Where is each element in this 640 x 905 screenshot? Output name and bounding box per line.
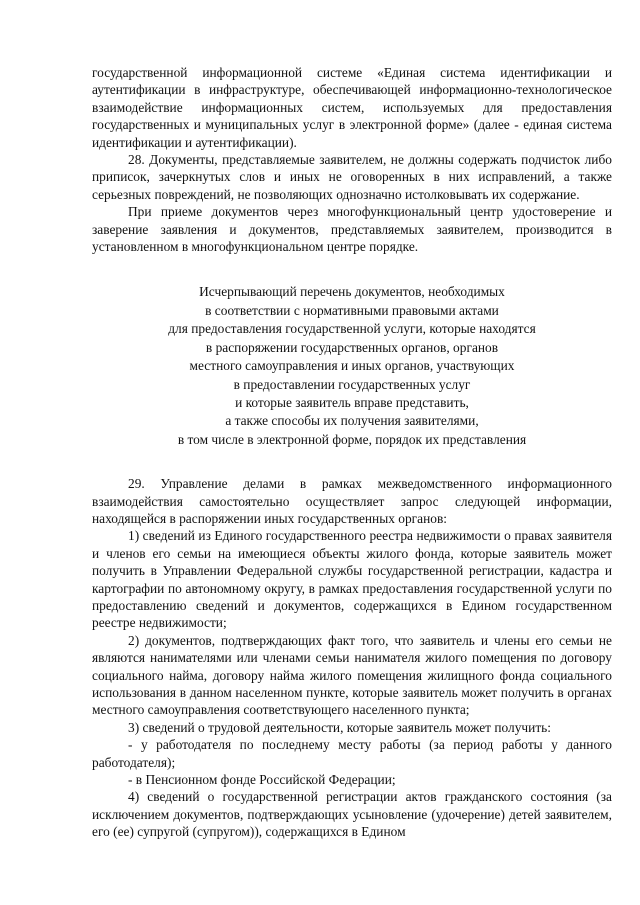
paragraph-continuation-esia: государственной информационной системе «Единая система идентификации и аутентификации в инфраструктуре, обеспечивающей информационно-технологическое взаимодействие информационных систем, используемых для предоставления государственных и муниципальных услуг в электронной форме» (далее - единая система идентификации и аутентификации). [92, 65, 612, 150]
list-item-2: 2) документов, подтверждающих факт того, что заявитель и члены его семьи не являются нанимателями или членами семьи нанимателя жилого помещения по договору социального найма, договору найма жилого помещения жилищного фонда социального использования в данном населенном пункте, которые заявитель может получить в органах местного самоуправления соответствующего населенного пункта; [92, 632, 612, 718]
list-item-4: 4) сведений о государственной регистрации актов гражданского состояния (за исключением документов, подтверждающих усыновление (удочерение) детей заявителем, его (ее) супругой (супругом)), содержащихся в Едином [92, 789, 612, 840]
heading-line: местного самоуправления и иных органов, участвующих [189, 358, 515, 374]
heading-line: а также способы их получения заявителями, [225, 413, 479, 429]
heading-line: и которые заявитель вправе представить, [235, 394, 469, 410]
heading-line: Исчерпывающий перечень документов, необходимых [199, 284, 505, 300]
heading-line: для предоставления государственной услуги, которые находятся [168, 321, 536, 337]
list-item-1: 1) сведений из Единого государственного реестра недвижимости о правах заявителя и членов его семьи на имеющиеся объекты жилого фонда, которые заявитель может получить в Управлении Федеральной службы государственной регистрации, кадастра и картографии по автономному округу, в рамках предоставления государственной услуги по предоставлению сведений и документов, содержащихся в Едином государственном реестре недвижимости; [92, 528, 612, 631]
heading-line: в распоряжении государственных органов, органов [205, 339, 499, 355]
list-subitem-pension-fund: - в Пенсионном фонде Российской Федерации; [128, 772, 396, 788]
section-heading [92, 283, 612, 449]
paragraph-28: 28. Документы, представляемые заявителем, не должны содержать подчисток либо приписок, зачеркнутых слов и иных не оговоренных в них исправлений, а также серьезных повреждений, не позволяющих однозначно истолковывать их содержание. [92, 152, 612, 202]
list-subitem-employer: - у работодателя по последнему месту работы (за период работы у данного работодателя); [92, 737, 612, 770]
heading-line: в том числе в электронной форме, порядок их представления [177, 431, 527, 447]
heading-line: в предоставлении государственных услуг [233, 376, 471, 392]
list-item-3: 3) сведений о трудовой деятельности, которые заявитель может получить: [128, 719, 551, 735]
paragraph-mfc-certification: При приеме документов через многофункциональный центр удостоверение и заверение заявления и документов, представляемых заявителем, производится в установленном в многофункциональном центре порядке. [92, 204, 612, 255]
heading-line: в соответствии с нормативными правовыми актами [205, 302, 499, 318]
paragraph-29: 29. Управление делами в рамках межведомственного информационного взаимодействия самостоятельно осуществляет запрос следующей информации, находящейся в распоряжении иных государственных органов: [92, 476, 612, 526]
document-page [92, 64, 612, 841]
